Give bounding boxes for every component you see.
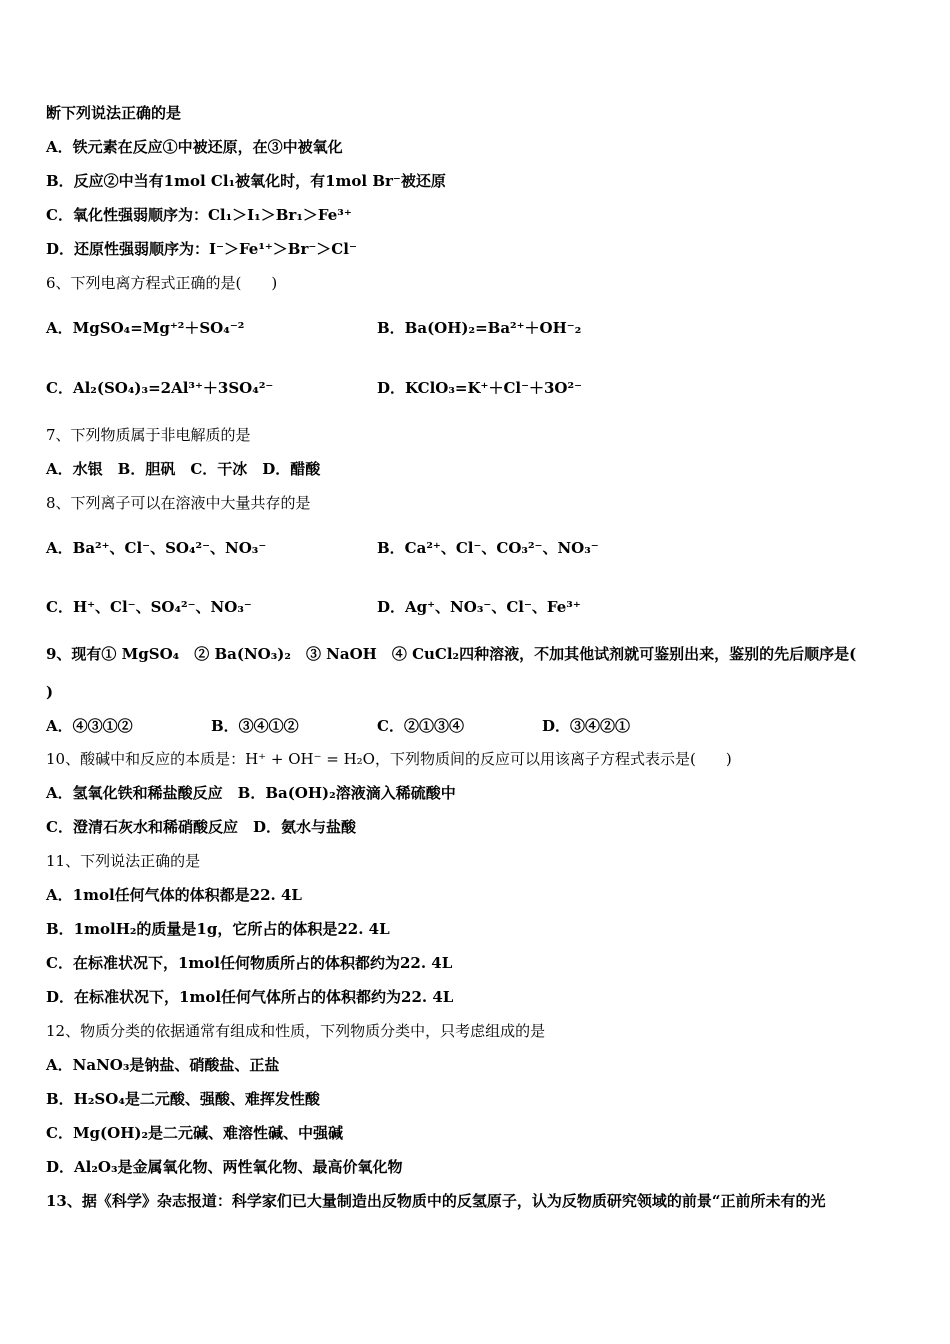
- q12-option-c: C．Mg(OH)₂是二元碱、难溶性碱、中强碱: [46, 1124, 344, 1142]
- q11-stem: 11、下列说法正确的是: [46, 852, 201, 870]
- q9-stem: 9、现有① MgSO₄ ② Ba(NO₃)₂ ③ NaOH ④ CuCl₂四种溶液，不加其他试剂就可鉴别出来，鉴别的先后顺序是(: [46, 645, 857, 663]
- q12-stem: 12、物质分类的依据通常有组成和性质，下列物质分类中，只考虑组成的是: [46, 1022, 546, 1040]
- q5-stem-tail: 断下列说法正确的是: [46, 104, 182, 122]
- q12-option-b: B．H₂SO₄是二元酸、强酸、难挥发性酸: [46, 1090, 320, 1108]
- q5-option-b: B．反应②中当有1mol Cl₁被氧化时，有1mol Br⁻被还原: [46, 172, 446, 190]
- q11-option-c: C．在标准状况下，1mol任何物质所占的体积都约为22. 4L: [46, 954, 453, 972]
- q12-option-d: D．Al₂O₃是金属氧化物、两性氧化物、最高价氧化物: [46, 1158, 403, 1176]
- q6-option-c: C．Al₂(SO₄)₃=2Al³⁺＋3SO₄²⁻: [46, 379, 274, 397]
- q8-option-c: C．H⁺、Cl⁻、SO₄²⁻、NO₃⁻: [46, 598, 252, 616]
- q7-stem: 7、下列物质属于非电解质的是: [46, 426, 251, 444]
- q9-option-d: D．③④②①: [542, 717, 631, 735]
- q8-stem: 8、下列离子可以在溶液中大量共存的是: [46, 494, 311, 512]
- q10-stem: 10、酸碱中和反应的本质是：H⁺ + OH⁻ = H₂O，下列物质间的反应可以用该离子方程式表示是( ): [46, 750, 732, 768]
- q7-options: A．水银 B．胆矾 C．干冰 D．醋酸: [46, 460, 321, 478]
- q9-option-a: A．④③①②: [46, 717, 133, 735]
- q6-stem: 6、下列电离方程式正确的是( ): [46, 274, 278, 292]
- q5-option-a: A．铁元素在反应①中被还原，在③中被氧化: [46, 138, 343, 156]
- q6-option-a: A．MgSO₄=Mg⁺²＋SO₄⁻²: [46, 319, 245, 337]
- q11-option-a: A．1mol任何气体的体积都是22. 4L: [46, 886, 302, 904]
- q8-option-a: A．Ba²⁺、Cl⁻、SO₄²⁻、NO₃⁻: [46, 539, 267, 557]
- q11-option-d: D．在标准状况下，1mol任何气体所占的体积都约为22. 4L: [46, 988, 454, 1006]
- q6-option-d: D．KClO₃=K⁺＋Cl⁻＋3O²⁻: [377, 379, 582, 397]
- q10-options-row1: A．氢氧化铁和稀盐酸反应 B．Ba(OH)₂溶液滴入稀硫酸中: [46, 784, 456, 802]
- q10-options-row2: C．澄清石灰水和稀硝酸反应 D．氨水与盐酸: [46, 818, 356, 836]
- q8-option-d: D．Ag⁺、NO₃⁻、Cl⁻、Fe³⁺: [377, 598, 581, 616]
- q5-option-d: D．还原性强弱顺序为：I⁻＞Fe¹⁺＞Br⁻＞Cl⁻: [46, 240, 357, 258]
- q11-option-b: B．1molH₂的质量是1g，它所占的体积是22. 4L: [46, 920, 390, 938]
- q12-option-a: A．NaNO₃是钠盐、硝酸盐、正盐: [46, 1056, 280, 1074]
- q8-option-b: B．Ca²⁺、Cl⁻、CO₃²⁻、NO₃⁻: [377, 539, 599, 557]
- q13-stem: 13、据《科学》杂志报道：科学家们已大量制造出反物质中的反氢原子，认为反物质研究领域的前景“正前所未有的光: [46, 1192, 826, 1210]
- q5-option-c: C．氧化性强弱顺序为：Cl₁＞I₁＞Br₁＞Fe³⁺: [46, 206, 352, 224]
- q9-option-c: C．②①③④: [377, 717, 464, 735]
- q9-stem-continued: ): [46, 683, 54, 701]
- q6-option-b: B．Ba(OH)₂=Ba²⁺＋OH⁻₂: [377, 319, 582, 337]
- q9-option-b: B．③④①②: [211, 717, 299, 735]
